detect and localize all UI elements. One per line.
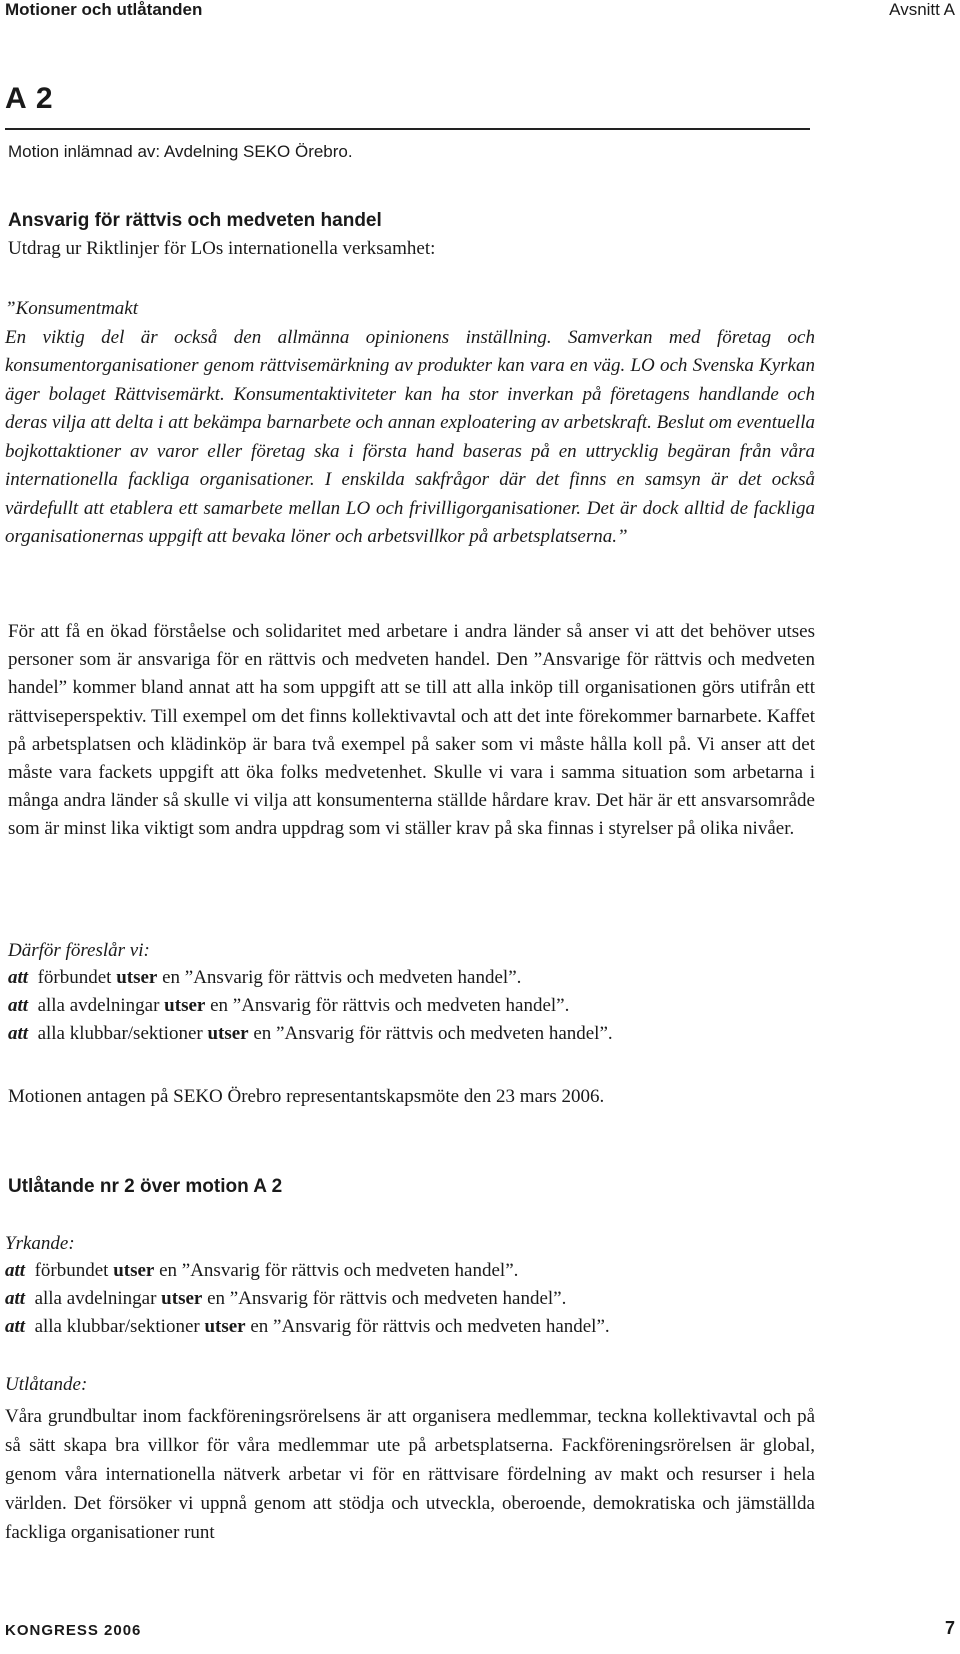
yrkande-verb: utser [204,1316,246,1337]
att-marker: att [8,967,29,988]
yrkande-object: en ”Ansvarig för rättvis och medveten handel”. [159,1260,519,1281]
quote-body: En viktig del är också den allmänna opinionens inställning. Samverkan med företag och konsumentorganisationer genom rättvisemärkning av produkter kan vara en väg. LO och Svenska Kyrkan äger bolaget Rättvisemärkt. Konsumentaktiviteter kan ha stor inverkan på företagens handlande och deras vilja att delta i att bekämpa barnarbete och annan exploatering av arbetskraft. Beslut om eventuella bojkottaktioner av varor eller företag ska i första hand baseras på en uttrycklig begäran från våra internationella fackliga organisationer. I enskilda sakfrågor där det finns en samsyn är det också värdefullt att etablera ett samarbete mellan LO och frivilligorganisationer. Det är dock alltid de fackliga organisationernas uppgift att bevaka löner och arbetsvillkor på arbetsplatserna.” [5,326,815,547]
proposal-item [8,1020,613,1048]
yrkande-item [5,1285,610,1313]
motion-body: För att få en ökad förståelse och solidaritet med arbetare i andra länder så anser vi att det behöver utses personer som är ansvariga för en rättvis och medveten handel. Den ”Ansvarige för rättvis och medveten handel” kommer bland annat att ha som uppgift att se till att alla inköp till organisationen görs utifrån ett rättviseperspektiv. Till exempel om det finns kollektivavtal och att det inte förekommer barnarbete. Kaffet på arbetsplatsen och klädinköp är bara två exempel på saker som vi måste hålla koll på. Vi anser att det måste vara fackets uppgift att öka folks medvetenhet. Skulle vi vara i samma situation som arbetarna i många andra länder så skulle vi vilja att konsumenterna ställde hårdare krav. Det här är ett ansvarsområde som är minst lika viktigt som andra uppdrag som vi ställer krav på ska finnas i styrelser på olika nivåer. [8,621,815,840]
page-number: 7 [944,1618,955,1638]
proposal-object: en ”Ansvarig för rättvis och medveten handel”. [210,995,570,1016]
utlatande-heading: Utlåtande: [5,1374,88,1395]
yrkande-item [5,1257,610,1285]
att-marker: att [5,1288,26,1309]
proposal-subject: alla avdelningar [37,995,160,1016]
att-marker: att [8,1023,29,1044]
yrkande-object: en ”Ansvarig för rättvis och medveten handel”. [250,1316,610,1337]
motion-id: A 2 [5,82,54,115]
quote-block [5,295,815,552]
proposal-item [8,992,613,1020]
footer-congress: KONGRESS 2006 [5,1622,142,1639]
yrkande-heading: Yrkande: [5,1233,75,1254]
proposal-verb: utser [164,995,206,1016]
proposal-block [8,940,613,1048]
motion-submitted-by: Motion inlämnad av: Avdelning SEKO Örebro. [8,142,353,161]
proposal-object: en ”Ansvarig för rättvis och medveten handel”. [162,967,522,988]
motion-subtitle: Utdrag ur Riktlinjer för LOs internationella verksamhet: [8,238,436,259]
statement-heading: Utlåtande nr 2 över motion A 2 [8,1176,283,1197]
yrkande-subject: alla klubbar/sektioner [34,1316,200,1337]
utlatande-body: Våra grundbultar inom fackföreningsrörelsens är att organisera medlemmar, teckna kollektivavtal och på så sätt skapa bra villkor för våra medlemmar ute på arbetsplatserna. Fackföreningsrörelsen är global, genom våra internationella nätverk arbetar vi för en rättvisare fördelning av makt och resurser i hela världen. Det försöker vi uppnå genom att stödja och utveckla, oberoende, demokratiska och jämställda fackliga organisationer runt [5,1406,815,1543]
yrkande-subject: förbundet [34,1260,109,1281]
motion-adopted-note: Motionen antagen på SEKO Örebro representantskapsmöte den 23 mars 2006. [8,1086,605,1107]
proposal-heading: Därför föreslår vi: [8,940,150,961]
motion-title: Ansvarig för rättvis och medveten handel [8,210,382,231]
att-marker: att [5,1316,26,1337]
running-header-left: Motioner och utlåtanden [5,0,203,19]
yrkande-verb: utser [113,1260,155,1281]
proposal-subject: förbundet [37,967,112,988]
yrkande-object: en ”Ansvarig för rättvis och medveten handel”. [207,1288,567,1309]
proposal-verb: utser [207,1023,249,1044]
proposal-verb: utser [116,967,158,988]
quote-heading: ”Konsumentmakt [5,298,138,319]
running-header-right: Avsnitt A [889,0,955,19]
yrkande-verb: utser [161,1288,203,1309]
yrkande-subject: alla avdelningar [34,1288,157,1309]
att-marker: att [5,1260,26,1281]
yrkande-item [5,1313,610,1341]
yrkande-block [5,1233,610,1341]
proposal-item [8,964,613,992]
heading-rule [5,128,810,130]
proposal-object: en ”Ansvarig för rättvis och medveten handel”. [253,1023,613,1044]
att-marker: att [8,995,29,1016]
proposal-subject: alla klubbar/sektioner [37,1023,203,1044]
